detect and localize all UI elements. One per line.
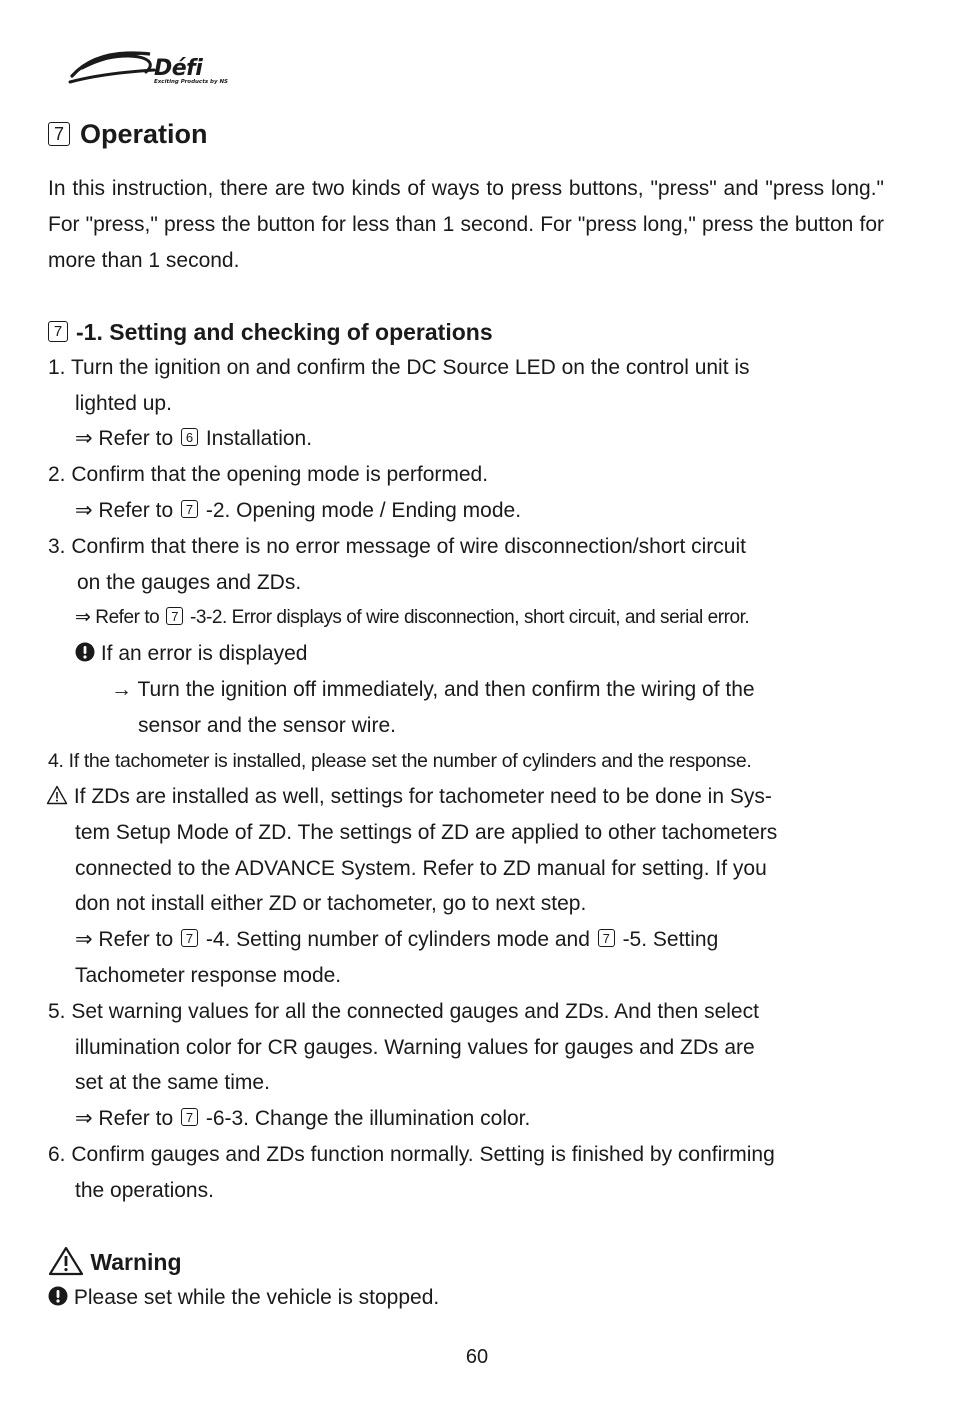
reference-number-box: 7	[181, 929, 198, 947]
step-3-line-2: on the gauges and ZDs.	[77, 571, 302, 594]
exclamation-circle-icon	[48, 1286, 68, 1306]
section-number-box: 7	[48, 122, 70, 146]
reference-number-box: 6	[181, 428, 198, 446]
step-4-caution-line-1	[46, 779, 772, 815]
step-2-line-1: 2. Confirm that the opening mode is performed.	[48, 463, 489, 486]
reference-number-box: 7	[181, 1108, 198, 1126]
reference-prefix: ⇒ Refer to	[75, 499, 174, 522]
caution-text: If ZDs are installed as well, settings for tachometer need to be done in Sys-	[73, 785, 772, 808]
section-title-text: Operation	[80, 119, 208, 149]
reference-number-box: 7	[166, 607, 183, 625]
logo-tagline: Exciting Products by NS	[154, 79, 229, 85]
reference-text: -3-2. Error displays of wire disconnection, short circuit, and serial error.	[189, 607, 750, 628]
step-6-line-2: the operations.	[75, 1179, 214, 1202]
warning-text: Please set while the vehicle is stopped.	[73, 1286, 440, 1309]
step-4-caution-line-3: connected to the ADVANCE System. Refer to ZD manual for setting. If you	[75, 857, 767, 880]
step-4-line-1: 4. If the tachometer is installed, please set the number of cylinders and the response.	[48, 750, 752, 772]
step-5-reference	[75, 1101, 530, 1137]
reference-text: -6-3. Change the illumination color.	[205, 1107, 531, 1130]
reference-prefix: ⇒ Refer to	[75, 1107, 174, 1130]
section-title	[48, 114, 208, 154]
reference-number-box: 7	[181, 500, 198, 518]
reference-prefix: ⇒ Refer to	[75, 427, 174, 450]
step-6-line-1: 6. Confirm gauges and ZDs function normally. Setting is finished by confirming	[48, 1143, 775, 1166]
reference-text: -5. Setting	[622, 928, 719, 951]
step-5-line-2: illumination color for CR gauges. Warning values for gauges and ZDs are	[75, 1036, 755, 1059]
exclamation-circle-icon	[75, 642, 95, 662]
step-5-line-3: set at the same time.	[75, 1071, 270, 1094]
warning-heading	[48, 1244, 182, 1280]
reference-text: -2. Opening mode / Ending mode.	[205, 499, 522, 522]
error-note-text: If an error is displayed	[100, 642, 308, 665]
subsection-title	[48, 314, 493, 350]
logo-wordmark: Défi	[154, 56, 203, 81]
reference-prefix: ⇒ Refer to	[75, 607, 160, 628]
step-4-reference	[75, 922, 718, 958]
reference-text: -4. Setting number of cylinders mode and	[205, 928, 590, 951]
reference-number-box: 7	[598, 929, 615, 947]
warning-line	[48, 1280, 439, 1316]
caution-triangle-icon	[46, 785, 68, 805]
subsection-number-box: 7	[48, 321, 68, 342]
subsection-title-text: -1. Setting and checking of operations	[76, 319, 493, 345]
step-1-line-1: 1. Turn the ignition on and confirm the DC Source LED on the control unit is	[48, 356, 750, 379]
defi-logo	[68, 44, 268, 90]
reference-prefix: ⇒ Refer to	[75, 928, 174, 951]
step-3-reference	[75, 600, 749, 636]
warning-triangle-icon	[48, 1246, 84, 1276]
reference-text: Installation.	[205, 427, 313, 450]
step-3-line-1: 3. Confirm that there is no error message of wire disconnection/short circuit	[48, 535, 746, 558]
step-3-action-line-2: sensor and the sensor wire.	[138, 714, 396, 737]
step-2-reference	[75, 493, 521, 529]
step-1-reference	[75, 421, 312, 457]
step-3-action-line-1: → Turn the ignition off immediately, and then confirm the wiring of the	[111, 678, 755, 701]
warning-title: Warning	[90, 1249, 182, 1275]
step-1-line-2: lighted up.	[75, 392, 172, 415]
step-4-caution-line-4: don not install either ZD or tachometer, go to next step.	[75, 892, 587, 915]
step-4-caution-line-2: tem Setup Mode of ZD. The settings of ZD are applied to other tachometers	[75, 821, 778, 844]
page-number: 60	[465, 1346, 489, 1368]
intro-paragraph: In this instruction, there are two kinds of ways to press buttons, "press" and "press long." For "press," press the button for less than 1 second. For "press long," press the button for more than 1 second.	[48, 177, 884, 272]
step-3-error-note	[75, 636, 307, 672]
step-5-line-1: 5. Set warning values for all the connected gauges and ZDs. And then select	[48, 1000, 759, 1023]
step-4-reference-line-2: Tachometer response mode.	[75, 964, 342, 987]
defi-swoosh-icon	[68, 46, 158, 86]
